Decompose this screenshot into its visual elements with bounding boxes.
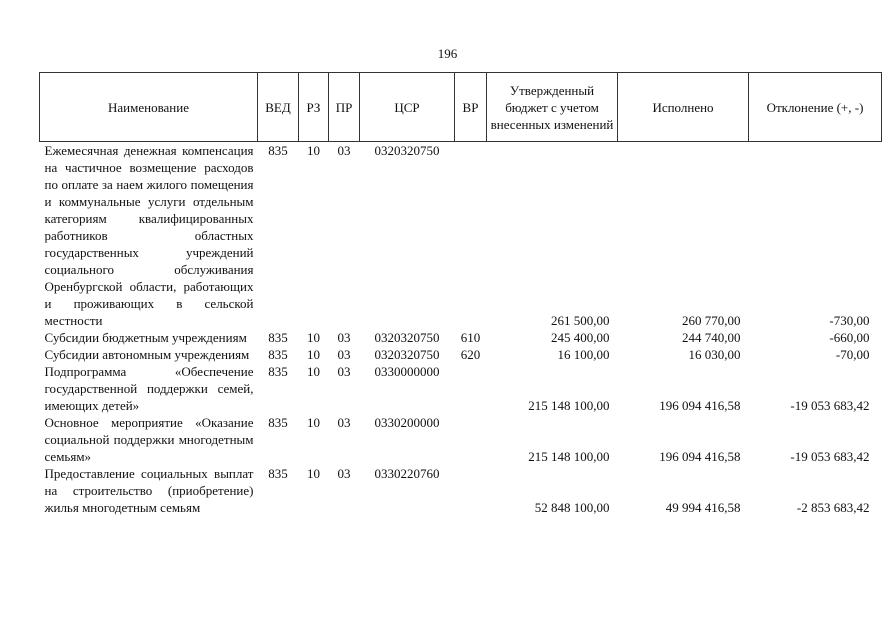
table-header-row [40,73,882,142]
row-deviation: -730,00 [829,313,870,328]
row-vr [455,465,487,516]
row-pr: 03 [337,364,351,379]
row-pr: 03 [337,415,351,430]
row-ved: 835 [268,143,288,158]
header-executed: Исполнено [618,73,749,142]
row-executed: 260 770,00 [682,313,741,328]
table-row [40,329,882,346]
header-name: Наименование [40,73,258,142]
row-name: Предоставление социальных выплат на строительство (приобретение) жилья многодетным семьям [44,466,254,515]
row-executed: 16 030,00 [688,347,741,362]
table-row [40,363,882,414]
table-row [40,346,882,363]
table-row [40,142,882,330]
budget-table [39,72,882,516]
header-approved: Утвержденный бюджет с учетом внесенных изменений [487,73,618,142]
row-ved: 835 [268,347,288,362]
row-name: Субсидии бюджетным учреждениям [44,330,247,345]
row-rz: 10 [307,330,320,345]
row-rz: 10 [307,364,320,379]
header-ved: ВЕД [258,73,299,142]
row-executed: 196 094 416,58 [659,398,741,413]
row-deviation: -19 053 683,42 [790,398,870,413]
row-csr: 0330000000 [374,364,440,379]
row-approved: 215 148 100,00 [528,449,610,464]
row-name: Субсидии автономным учреждениям [44,347,250,362]
row-executed: 244 740,00 [682,330,741,345]
row-vr [455,363,487,414]
row-approved: 245 400,00 [551,330,610,345]
row-rz: 10 [307,466,320,481]
row-name: Подпрограмма «Обеспечение государственной поддержки семей, имеющих детей» [44,364,254,413]
header-vr: ВР [455,73,487,142]
row-rz: 10 [307,143,320,158]
row-ved: 835 [268,415,288,430]
row-pr: 03 [337,347,351,362]
row-vr [455,414,487,465]
page-number: 196 [437,46,458,61]
row-rz: 10 [307,415,320,430]
row-vr: 620 [460,347,481,362]
row-deviation: -19 053 683,42 [790,449,870,464]
header-deviation: Отклонение (+, -) [749,73,882,142]
row-pr: 03 [337,330,351,345]
row-ved: 835 [268,330,288,345]
table-row [40,414,882,465]
row-vr: 610 [460,330,481,345]
row-name: Ежемесячная денежная компенсация на частичное возмещение расходов по оплате за наем жилого помещения и коммунальные услуги отдельным категориям квалифицированных работников областных государственных учреждений социального обслуживания Оренбургской области, работающих и проживающих в сельской местности [44,143,254,328]
table-row [40,465,882,516]
row-csr: 0330200000 [374,415,440,430]
header-pr: ПР [329,73,360,142]
row-ved: 835 [268,466,288,481]
header-csr: ЦСР [360,73,455,142]
row-executed: 49 994 416,58 [665,500,741,515]
row-vr [455,142,487,330]
row-deviation: -660,00 [829,330,870,345]
row-rz: 10 [307,347,320,362]
row-approved: 215 148 100,00 [528,398,610,413]
row-deviation: -70,00 [835,347,870,362]
row-csr: 0320320750 [374,330,440,345]
header-rz: РЗ [299,73,329,142]
row-name: Основное мероприятие «Оказание социальной поддержки многодетным семьям» [44,415,254,464]
row-executed: 196 094 416,58 [659,449,741,464]
row-deviation: -2 853 683,42 [796,500,870,515]
row-csr: 0320320750 [374,143,440,158]
row-ved: 835 [268,364,288,379]
row-pr: 03 [337,466,351,481]
row-csr: 0320320750 [374,347,440,362]
row-pr: 03 [337,143,351,158]
row-csr: 0330220760 [374,466,440,481]
row-approved: 16 100,00 [557,347,610,362]
row-approved: 52 848 100,00 [534,500,610,515]
row-approved: 261 500,00 [551,313,610,328]
